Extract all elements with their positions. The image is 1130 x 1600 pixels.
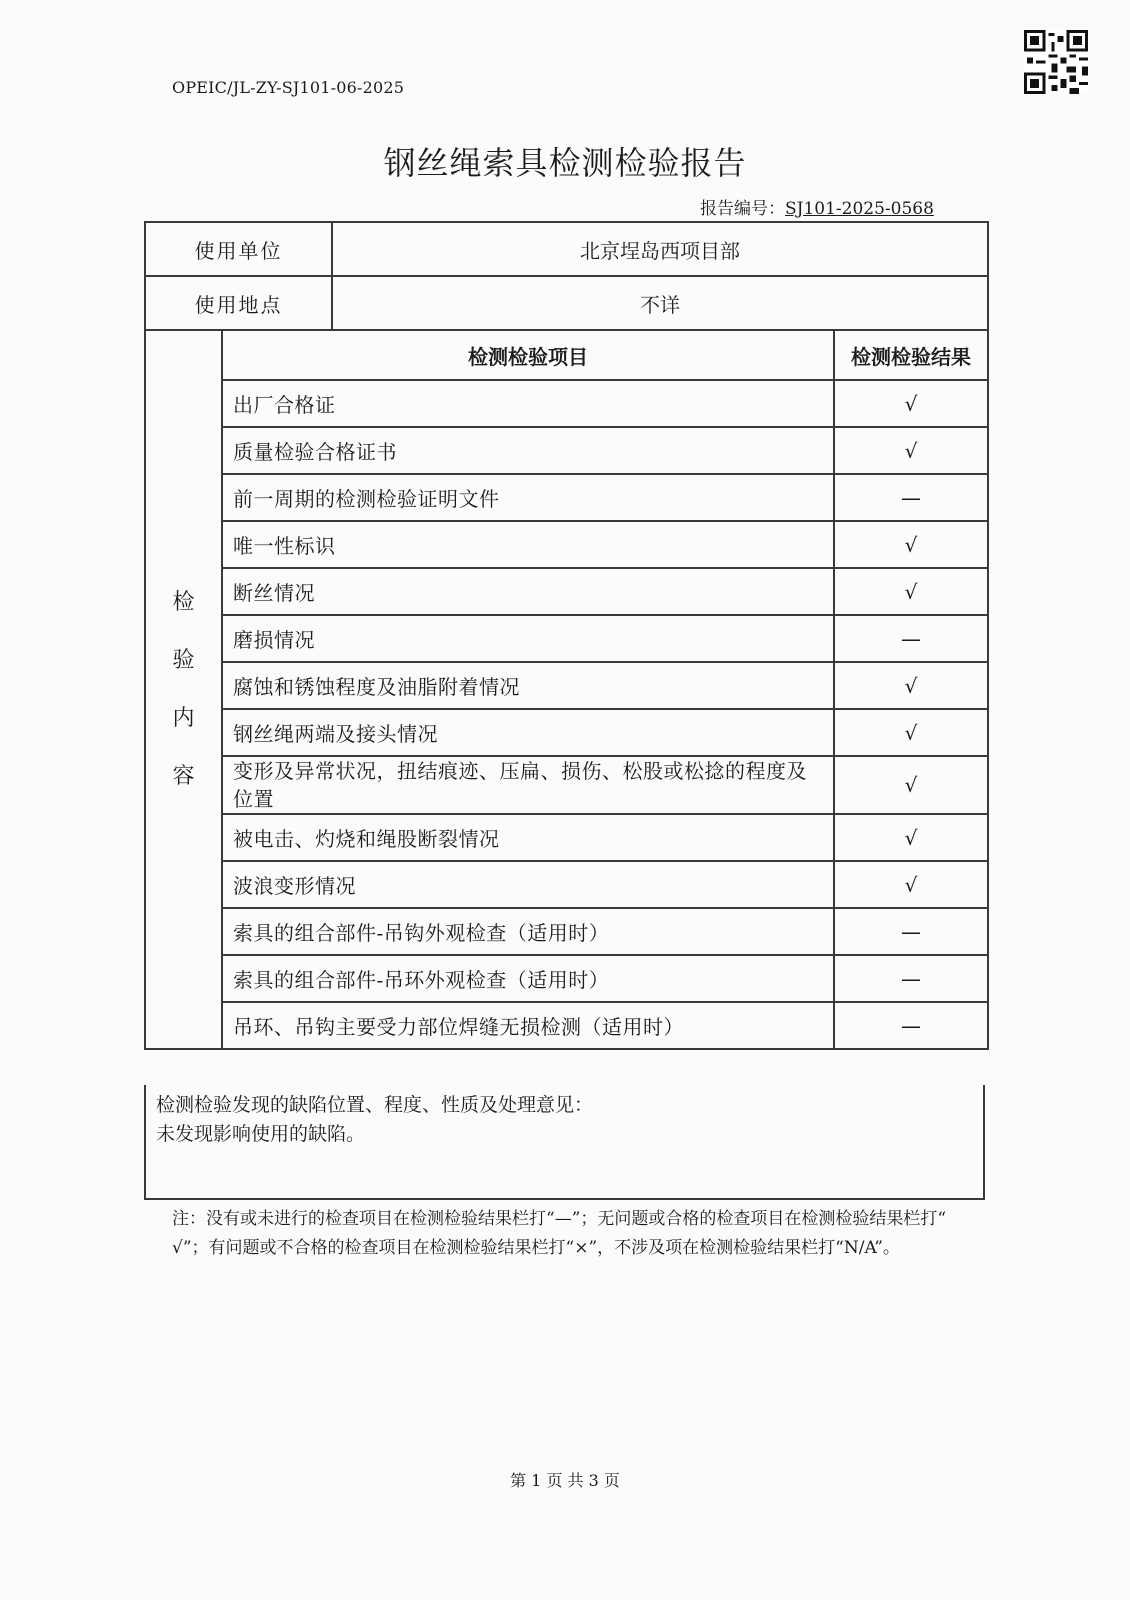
item-result: √ bbox=[834, 427, 988, 474]
result-column-header: 检测检验结果 bbox=[834, 330, 988, 380]
table-row bbox=[145, 474, 988, 521]
table-row bbox=[145, 615, 988, 662]
table-row bbox=[145, 521, 988, 568]
unit-row bbox=[145, 222, 988, 276]
legend-note: 注：没有或未进行的检查项目在检测检验结果栏打“—”；无问题或合格的检查项目在检测检验结果栏打“ √”；有问题或不合格的检查项目在检测检验结果栏打“×”，不涉及项在检测检验结果栏打“N/A”。 bbox=[172, 1209, 947, 1258]
item-label: 索具的组合部件-吊环外观检查（适用时） bbox=[222, 955, 834, 1002]
table-row bbox=[145, 861, 988, 908]
item-label: 钢丝绳两端及接头情况 bbox=[222, 709, 834, 756]
findings-box bbox=[144, 1085, 985, 1200]
item-column-header: 检测检验项目 bbox=[222, 330, 834, 380]
page-number: 第 1 页 共 3 页 bbox=[510, 1471, 620, 1490]
item-result: √ bbox=[834, 568, 988, 615]
inspection-side-label: 检验内容 bbox=[145, 330, 222, 1049]
table-row bbox=[145, 380, 988, 427]
location-label: 使用地点 bbox=[145, 276, 332, 330]
location-value: 不详 bbox=[332, 276, 988, 330]
findings-value: 未发现影响使用的缺陷。 bbox=[156, 1123, 366, 1145]
item-result: — bbox=[834, 908, 988, 955]
item-label: 前一周期的检测检验证明文件 bbox=[222, 474, 834, 521]
item-label: 唯一性标识 bbox=[222, 521, 834, 568]
table-row bbox=[145, 756, 988, 814]
unit-info-table bbox=[144, 221, 989, 331]
document-code: OPEIC/JL-ZY-SJ101-06-2025 bbox=[172, 78, 405, 97]
item-result: √ bbox=[834, 756, 988, 814]
unit-value: 北京埕岛西项目部 bbox=[332, 222, 988, 276]
table-row bbox=[145, 427, 988, 474]
item-label: 波浪变形情况 bbox=[222, 861, 834, 908]
item-label: 质量检验合格证书 bbox=[222, 427, 834, 474]
item-result: — bbox=[834, 615, 988, 662]
table-row bbox=[145, 662, 988, 709]
item-result: √ bbox=[834, 814, 988, 861]
item-label: 被电击、灼烧和绳股断裂情况 bbox=[222, 814, 834, 861]
item-result: √ bbox=[834, 861, 988, 908]
item-result: √ bbox=[834, 380, 988, 427]
findings-label: 检测检验发现的缺陷位置、程度、性质及处理意见： bbox=[156, 1094, 594, 1116]
table-row bbox=[145, 955, 988, 1002]
item-result: — bbox=[834, 474, 988, 521]
report-number-value: SJ101-2025-0568 bbox=[785, 199, 934, 219]
qr-code-icon bbox=[1024, 30, 1088, 94]
inspection-header-row bbox=[145, 330, 988, 380]
table-row bbox=[145, 568, 988, 615]
item-result: — bbox=[834, 1002, 988, 1049]
table-row bbox=[145, 709, 988, 756]
item-label: 出厂合格证 bbox=[222, 380, 834, 427]
item-label: 断丝情况 bbox=[222, 568, 834, 615]
table-row bbox=[145, 908, 988, 955]
unit-label: 使用单位 bbox=[145, 222, 332, 276]
inspection-table bbox=[144, 329, 989, 1050]
item-result: √ bbox=[834, 662, 988, 709]
item-label: 索具的组合部件-吊钩外观检查（适用时） bbox=[222, 908, 834, 955]
item-label: 磨损情况 bbox=[222, 615, 834, 662]
table-row bbox=[145, 1002, 988, 1049]
table-row bbox=[145, 814, 988, 861]
item-result: — bbox=[834, 955, 988, 1002]
item-label: 吊环、吊钩主要受力部位焊缝无损检测（适用时） bbox=[222, 1002, 834, 1049]
item-result: √ bbox=[834, 709, 988, 756]
location-row bbox=[145, 276, 988, 330]
item-result: √ bbox=[834, 521, 988, 568]
page-title: 钢丝绳索具检测检验报告 bbox=[383, 144, 747, 182]
report-number bbox=[700, 194, 934, 219]
item-label: 变形及异常状况，扭结痕迹、压扁、损伤、松股或松捻的程度及位置 bbox=[222, 756, 834, 814]
report-number-label: 报告编号： bbox=[700, 199, 785, 219]
item-label: 腐蚀和锈蚀程度及油脂附着情况 bbox=[222, 662, 834, 709]
